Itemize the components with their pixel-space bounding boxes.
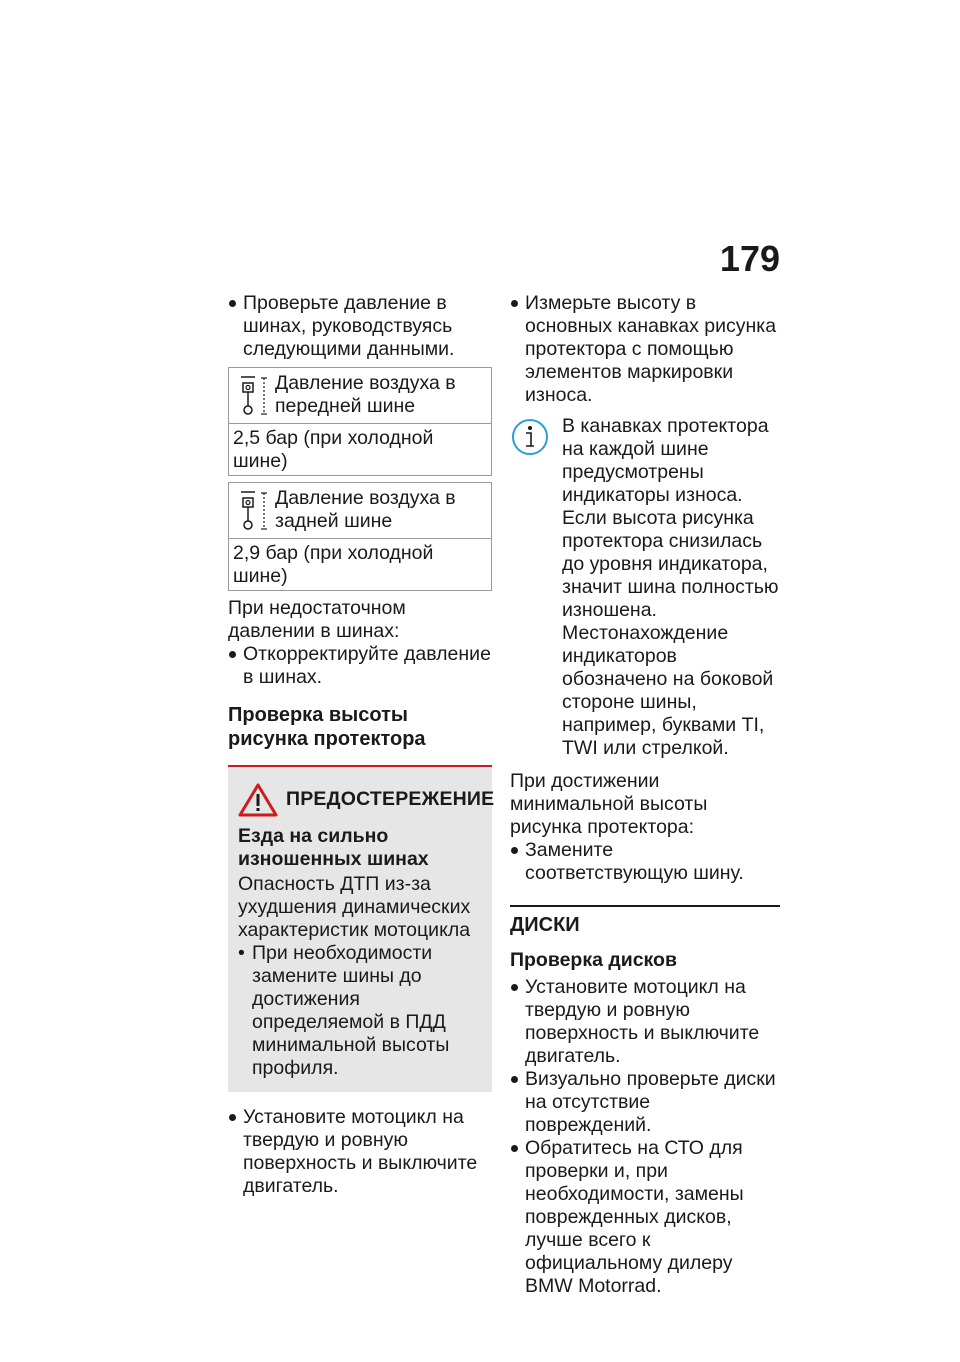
list-item [228,292,492,361]
spec-value: 2,5 бар (при холодной шине) [229,423,491,475]
warning-text: Опасность ДТП из-за ухудшения динамических характеристик мотоцикла [238,873,471,941]
bullet-dot [511,1076,518,1083]
bullet-dot [511,1145,518,1152]
bullet-dot [229,651,236,658]
subsection-title: Проверка дисков [510,949,677,971]
list-item [510,1137,780,1298]
spec-box-front [228,367,492,476]
bullet-text: Обратитесь на СТО для проверки и, при необходимости, замены поврежденных дисков, лучше всего к официальному дилеру BMW Motorrad. [525,1137,744,1297]
spec-head [229,368,491,423]
section-heading: Проверка высоты рисунка протектора [228,704,426,750]
list-item [510,976,780,1068]
bullet-dot [229,1114,236,1121]
list-item [510,292,780,407]
warning-title: ПРЕДОСТЕРЕЖЕНИЕ [286,788,495,810]
bullet-dot [511,300,518,307]
section-title: ДИСКИ [510,914,580,936]
bullet-text: Установите мотоцикл на твердую и ровную поверхность и выключите двигатель. [525,976,760,1067]
list-item [228,1106,492,1198]
paragraph: При недостаточном давлении в шинах: [228,597,406,642]
tire-pressure-gauge-icon [239,489,269,533]
info-icon [510,417,550,457]
bullet-text: Замените соответствующую шину. [525,839,744,884]
right-column [510,292,780,1298]
warning-head [238,779,495,819]
warning-subtitle: Езда на сильно изношенных шинах [238,825,429,870]
bullet-text: Измерьте высоту в основных канавках рисунка протектора с помощью элементов маркировки износа. [525,292,777,406]
bullet-dot [229,300,236,307]
bullet-text: Откорректируйте давление в шинах. [243,643,491,688]
bullet-text: Установите мотоцикл на твердую и ровную поверхность и выключите двигатель. [243,1106,478,1197]
left-column [228,292,495,1198]
paragraph: При достижении минимальной высоты рисунка протектора: [510,770,708,838]
spec-label: Давление воздуха в передней шине [275,372,456,417]
list-item [238,942,482,1080]
tire-pressure-gauge-icon [239,374,269,418]
bullet-text: Визуально проверьте диски на отсутствие повреждений. [525,1068,776,1136]
spec-value: 2,9 бар (при холодной шине) [229,538,491,590]
bullet-dot [511,984,518,991]
list-item [228,643,492,689]
spec-head [229,483,491,538]
list-item [510,1068,780,1137]
spec-label: Давление воздуха в задней шине [275,487,456,532]
bullet-dot [511,847,518,854]
section-divider [510,905,780,907]
info-text: В канавках протектора на каждой шине предусмотрены индикаторы износа. Если высота рисунка протектора снизилась до уровня индикатора, значит шина полностью изношена. Местонахождение индикаторов обозначено на боковой стороне шины, например, буквами TI, TWI или стрелкой. [562,415,779,759]
spec-box-rear [228,482,492,591]
bullet-text: При необходимости замените шины до достижения определяемой в ПДД минимальной высоты профиля. [252,942,450,1079]
list-item [510,839,780,885]
warning-triangle-icon [238,783,278,817]
page-number: 179 [719,238,780,279]
info-note [510,415,780,760]
bullet-dot: • [238,942,245,964]
warning-box [228,765,495,1092]
bullet-text: Проверьте давление в шинах, руководствуясь следующими данными. [243,292,455,360]
